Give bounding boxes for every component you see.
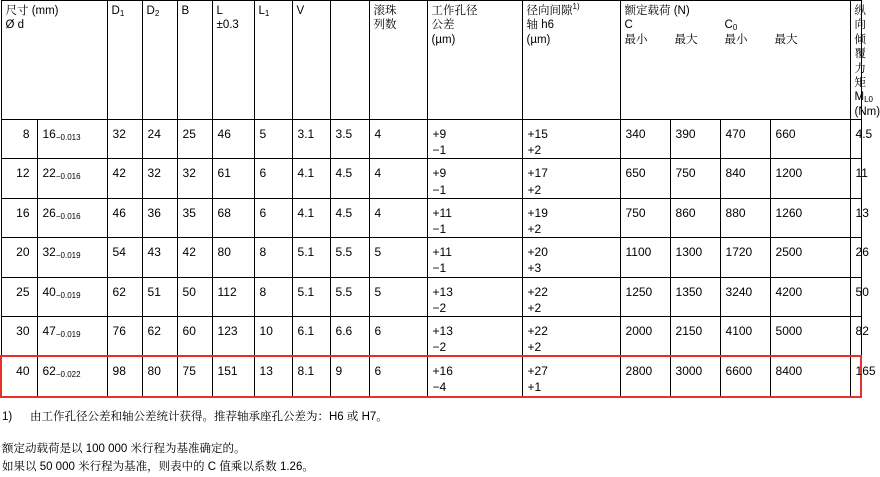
- cell-d: 20: [1, 238, 37, 277]
- cell-ML0: 4.5: [850, 120, 861, 159]
- cell-ball-size: 4.5: [330, 198, 369, 237]
- cell-ML0: 50: [850, 277, 861, 316]
- cell-V: 8.1: [292, 356, 330, 396]
- cell-V: 4.1: [292, 198, 330, 237]
- cell-C0-max: 2500: [770, 238, 850, 277]
- cell-C-min: 2800: [620, 356, 670, 396]
- cell-C-min: 750: [620, 198, 670, 237]
- table-body: [1, 120, 876, 397]
- cell-ML0: 13: [850, 198, 861, 237]
- cell-C-max: 1350: [670, 277, 720, 316]
- cell-D: $32_{-0.019}$: [37, 238, 107, 277]
- cell-C0-min: 1720: [720, 238, 770, 277]
- cell-D2: 43: [142, 238, 177, 277]
- cell-ball-rows: 5: [369, 277, 427, 316]
- cell-radial-clearance: +15 +2: [522, 120, 620, 159]
- cell-C0-min: 470: [720, 120, 770, 159]
- header-D2: [142, 1, 177, 120]
- cell-radial-clearance: +19 +2: [522, 198, 620, 237]
- header-C0-min: 最小: [724, 33, 748, 46]
- footnote: [2, 408, 862, 426]
- cell-ball-rows: 4: [369, 159, 427, 198]
- cell-L1: 6: [254, 159, 292, 198]
- cell-C-max: 750: [670, 159, 720, 198]
- cell-ball-rows: 5: [369, 238, 427, 277]
- cell-B: 35: [177, 198, 212, 237]
- header-ball-rows-line2: 列数: [373, 19, 397, 32]
- cell-D1: 46: [107, 198, 142, 237]
- cell-C-min: 1100: [620, 238, 670, 277]
- cell-C0-max: 1260: [770, 198, 850, 237]
- cell-C0-max: 5000: [770, 316, 850, 356]
- cell-V: 6.1: [292, 316, 330, 356]
- header-diameter-d: Ø d: [5, 19, 25, 32]
- cell-radial-clearance: +22 +2: [522, 277, 620, 316]
- cell-D2: 80: [142, 356, 177, 396]
- cell-ball-rows: 4: [369, 198, 427, 237]
- cell-d: 40: [1, 356, 37, 396]
- note-paragraph-line1: 额定动载荷是以 100 000 米行程为基准确定的。: [2, 443, 246, 456]
- cell-C0-min: 4100: [720, 316, 770, 356]
- header-radial-unit: (µm): [526, 33, 551, 46]
- header-L1-label: $L_1$: [258, 5, 270, 18]
- cell-D2: 32: [142, 159, 177, 198]
- table-header: [1, 1, 880, 120]
- table-row: [1, 159, 861, 198]
- header-radial-clearance: [522, 1, 620, 120]
- cell-L1: 5: [254, 120, 292, 159]
- cell-bore-tolerance: +13 −2: [427, 277, 522, 316]
- table-row: [1, 316, 861, 356]
- header-tilting-symbol: $M_{L0}$: [854, 91, 874, 105]
- cell-D1: 32: [107, 120, 142, 159]
- table-row: [1, 120, 861, 159]
- cell-L: 68: [212, 198, 254, 237]
- table-row: [1, 198, 861, 237]
- cell-ML0: 26: [850, 238, 861, 277]
- cell-C0-max: 8400: [770, 356, 850, 396]
- header-tilting-moment: [850, 1, 880, 120]
- cell-C0-max: 4200: [770, 277, 850, 316]
- cell-D1: 98: [107, 356, 142, 396]
- note-paragraph: [2, 440, 862, 477]
- cell-bore-tolerance: +13 −2: [427, 316, 522, 356]
- header-tilting-unit: (Nm): [854, 105, 880, 118]
- note-paragraph-line2: 如果以 50 000 米行程为基准，则表中的 C 值乘以系数 1.26。: [2, 461, 314, 474]
- header-L-label: L: [216, 5, 223, 17]
- cell-B: 42: [177, 238, 212, 277]
- cell-bore-tolerance: +11 −1: [427, 198, 522, 237]
- cell-d: 25: [1, 277, 37, 316]
- header-ball-rows-line1: 滚珠: [373, 5, 397, 17]
- header-load-minmax: [625, 33, 846, 47]
- header-L-tolerance: ±0.3: [216, 19, 239, 32]
- cell-C0-min: 6600: [720, 356, 770, 396]
- cell-ML0: 82: [850, 316, 861, 356]
- header-D1: [107, 1, 142, 120]
- cell-D: $16_{-0.013}$: [37, 120, 107, 159]
- header-V-label: V: [296, 5, 305, 17]
- cell-D1: 62: [107, 277, 142, 316]
- header-load-title: 额定载荷 (N): [624, 5, 690, 17]
- header-bore-line2: 公差: [431, 19, 455, 32]
- cell-ball-size: 6.6: [330, 316, 369, 356]
- cell-D1: 54: [107, 238, 142, 277]
- cell-radial-clearance: +17 +2: [522, 159, 620, 198]
- cell-C-max: 390: [670, 120, 720, 159]
- cell-L: 46: [212, 120, 254, 159]
- cell-C0-min: 840: [720, 159, 770, 198]
- cell-ball-size: 4.5: [330, 159, 369, 198]
- cell-C-max: 860: [670, 198, 720, 237]
- cell-C-max: 1300: [670, 238, 720, 277]
- notes-section: [0, 408, 862, 477]
- cell-radial-clearance: +22 +2: [522, 316, 620, 356]
- cell-ball-rows: 6: [369, 356, 427, 396]
- header-D1-label: $D_1$: [111, 5, 125, 18]
- cell-d: 8: [1, 120, 37, 159]
- cell-L1: 13: [254, 356, 292, 396]
- cell-B: 25: [177, 120, 212, 159]
- cell-ball-rows: 6: [369, 316, 427, 356]
- header-bore-line1: 工作孔径: [431, 5, 478, 17]
- header-dimensions: [1, 1, 107, 120]
- cell-ball-size: 9: [330, 356, 369, 396]
- cell-bore-tolerance: +11 −1: [427, 238, 522, 277]
- header-load-C0: $C_0$: [724, 19, 738, 33]
- header-B: [177, 1, 212, 120]
- cell-radial-clearance: +20 +3: [522, 238, 620, 277]
- header-load-ratings: [620, 1, 850, 120]
- cell-L: 123: [212, 316, 254, 356]
- cell-B: 60: [177, 316, 212, 356]
- table-row-highlighted: [1, 356, 861, 396]
- cell-L1: 10: [254, 316, 292, 356]
- header-load-C: C: [624, 19, 633, 32]
- header-ball-extra: [330, 1, 369, 120]
- header-B-label: B: [181, 5, 190, 17]
- cell-B: 50: [177, 277, 212, 316]
- table-row: [1, 277, 861, 316]
- cell-V: 3.1: [292, 120, 330, 159]
- cell-C0-max: 1200: [770, 159, 850, 198]
- cell-D: $47_{-0.019}$: [37, 316, 107, 356]
- cell-C-min: 650: [620, 159, 670, 198]
- cell-D: $62_{-0.022}$: [37, 356, 107, 396]
- cell-C0-min: 880: [720, 198, 770, 237]
- cell-D2: 24: [142, 120, 177, 159]
- cell-D2: 51: [142, 277, 177, 316]
- cell-d: 30: [1, 316, 37, 356]
- cell-B: 75: [177, 356, 212, 396]
- cell-D2: 62: [142, 316, 177, 356]
- cell-C-max: 2150: [670, 316, 720, 356]
- cell-C-max: 3000: [670, 356, 720, 396]
- cell-ML0: 11: [850, 159, 861, 198]
- cell-L: 112: [212, 277, 254, 316]
- footnote-marker: 1): [2, 410, 13, 423]
- cell-L: 80: [212, 238, 254, 277]
- cell-V: 5.1: [292, 277, 330, 316]
- cell-ball-size: 5.5: [330, 238, 369, 277]
- cell-ball-size: 3.5: [330, 120, 369, 159]
- cell-D: $40_{-0.019}$: [37, 277, 107, 316]
- cell-ball-size: 5.5: [330, 277, 369, 316]
- header-bore-tolerance: [427, 1, 522, 120]
- footnote-text: 由工作孔径公差和轴公差统计获得。推荐轴承座孔公差为：H6 或 H7。: [30, 410, 388, 423]
- cell-d: 16: [1, 198, 37, 237]
- cell-B: 32: [177, 159, 212, 198]
- header-C-min: 最小: [624, 33, 648, 46]
- cell-C-min: 2000: [620, 316, 670, 356]
- cell-D1: 42: [107, 159, 142, 198]
- cell-L1: 6: [254, 198, 292, 237]
- header-radial-line2: 轴 h6: [526, 19, 555, 32]
- header-C-max: 最大: [674, 33, 698, 46]
- cell-ML0: 165: [850, 356, 861, 396]
- cell-D: $26_{-0.016}$: [37, 198, 107, 237]
- header-L: [212, 1, 254, 120]
- cell-D2: 36: [142, 198, 177, 237]
- cell-C-min: 340: [620, 120, 670, 159]
- cell-C0-max: 660: [770, 120, 850, 159]
- table-row: [1, 238, 861, 277]
- cell-bore-tolerance: +16 −4: [427, 356, 522, 396]
- cell-V: 4.1: [292, 159, 330, 198]
- header-C0-max: 最大: [774, 33, 798, 46]
- header-ball-rows: [369, 1, 427, 120]
- header-dimensions-title: 尺寸 (mm): [5, 5, 59, 17]
- cell-L: 151: [212, 356, 254, 396]
- cell-ball-rows: 4: [369, 120, 427, 159]
- cell-L1: 8: [254, 238, 292, 277]
- cell-L1: 8: [254, 277, 292, 316]
- header-L1: [254, 1, 292, 120]
- cell-d: 12: [1, 159, 37, 198]
- cell-V: 5.1: [292, 238, 330, 277]
- cell-C0-min: 3240: [720, 277, 770, 316]
- cell-D: $22_{-0.016}$: [37, 159, 107, 198]
- header-tilting-line1: 纵向倾覆力矩: [854, 5, 867, 89]
- cell-radial-clearance: +27 +1: [522, 356, 620, 396]
- cell-bore-tolerance: +9 −1: [427, 120, 522, 159]
- header-bore-unit: (µm): [431, 33, 456, 46]
- header-V: [292, 1, 330, 120]
- cell-bore-tolerance: +9 −1: [427, 159, 522, 198]
- cell-L: 61: [212, 159, 254, 198]
- header-load-symbols: [625, 18, 846, 32]
- header-D2-label: $D_2$: [146, 5, 160, 18]
- header-radial-line1: 径向间隙$^{1)}$: [526, 2, 580, 17]
- cell-C-min: 1250: [620, 277, 670, 316]
- cell-D1: 76: [107, 316, 142, 356]
